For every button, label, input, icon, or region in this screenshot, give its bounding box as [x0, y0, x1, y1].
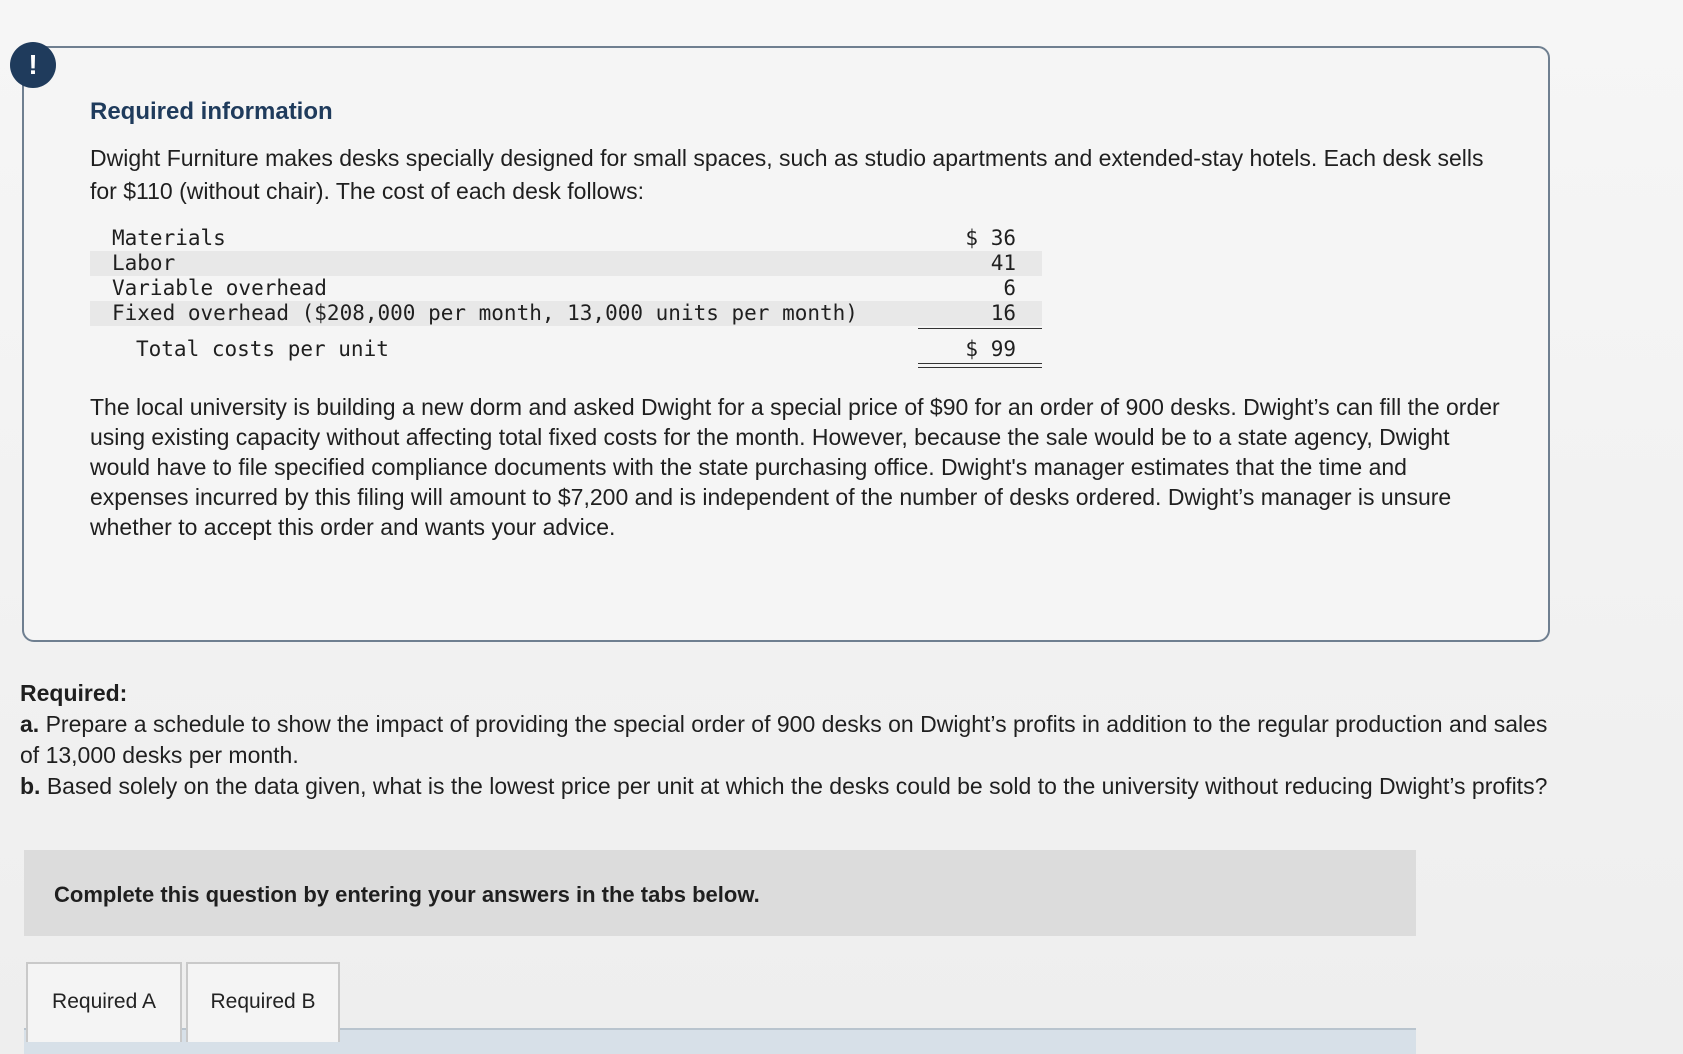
tab-required-a[interactable]: Required A	[26, 962, 182, 1042]
required-heading: Required:	[20, 680, 128, 706]
cost-row-variable-overhead	[90, 276, 1042, 301]
requirement-a-letter: a.	[20, 711, 40, 737]
cost-label: Materials	[112, 226, 226, 250]
info-title: Required information	[90, 98, 333, 125]
exclamation-icon: !	[10, 42, 56, 88]
requirement-b	[20, 771, 1560, 802]
required-section	[20, 678, 1560, 802]
cost-label: Fixed overhead ($208,000 per month, 13,000 units per month)	[112, 301, 858, 325]
required-information-box	[22, 46, 1550, 642]
info-scenario: The local university is building a new dorm and asked Dwight for a special price of $90 for an order of 900 desks. Dwight’s can fill the order using existing capacity without affecting total fixed costs for the month. However, because the sale would be to a state agency, Dwight would have to file specified compliance documents with the state purchasing office. Dwight's manager estimates that the time and expenses incurred by this filing will amount to $7,200 and is independent of the number of desks ordered. Dwight’s manager is unsure whether to accept this order and wants your advice.	[90, 394, 1500, 540]
cost-row-fixed-overhead	[90, 301, 1042, 326]
cost-value: 41	[990, 251, 1016, 275]
cost-value: 16	[990, 301, 1016, 325]
cost-label: Variable overhead	[112, 276, 327, 300]
cost-label: Labor	[112, 251, 176, 275]
instruction-banner: Complete this question by entering your answers in the tabs below.	[24, 850, 1416, 936]
total-value: $ 99	[965, 337, 1016, 361]
cost-value: $ 36	[965, 226, 1016, 250]
requirement-a-text: Prepare a schedule to show the impact of providing the special order of 900 desks on Dwight’s profits in addition to the regular production and sales of 13,000 desks per month.	[20, 711, 1548, 768]
cost-table	[90, 226, 1042, 364]
requirement-b-text: Based solely on the data given, what is the lowest price per unit at which the desks could be sold to the university without reducing Dwight’s profits?	[46, 773, 1548, 799]
total-double-underline	[918, 363, 1042, 368]
subtotal-underline	[918, 328, 1042, 329]
info-intro: Dwight Furniture makes desks specially designed for small spaces, such as studio apartments and extended-stay hotels. Each desk sells for $110 (without chair). The cost of each desk follows:	[90, 145, 1484, 204]
cost-value: 6	[1003, 276, 1016, 300]
cost-row-labor	[90, 251, 1042, 276]
total-label: Total costs per unit	[136, 337, 389, 361]
requirement-b-letter: b.	[20, 773, 41, 799]
tab-required-b[interactable]: Required B	[186, 962, 340, 1042]
requirement-a	[20, 709, 1560, 771]
cost-row-total	[90, 334, 1042, 364]
cost-row-materials	[90, 226, 1042, 251]
